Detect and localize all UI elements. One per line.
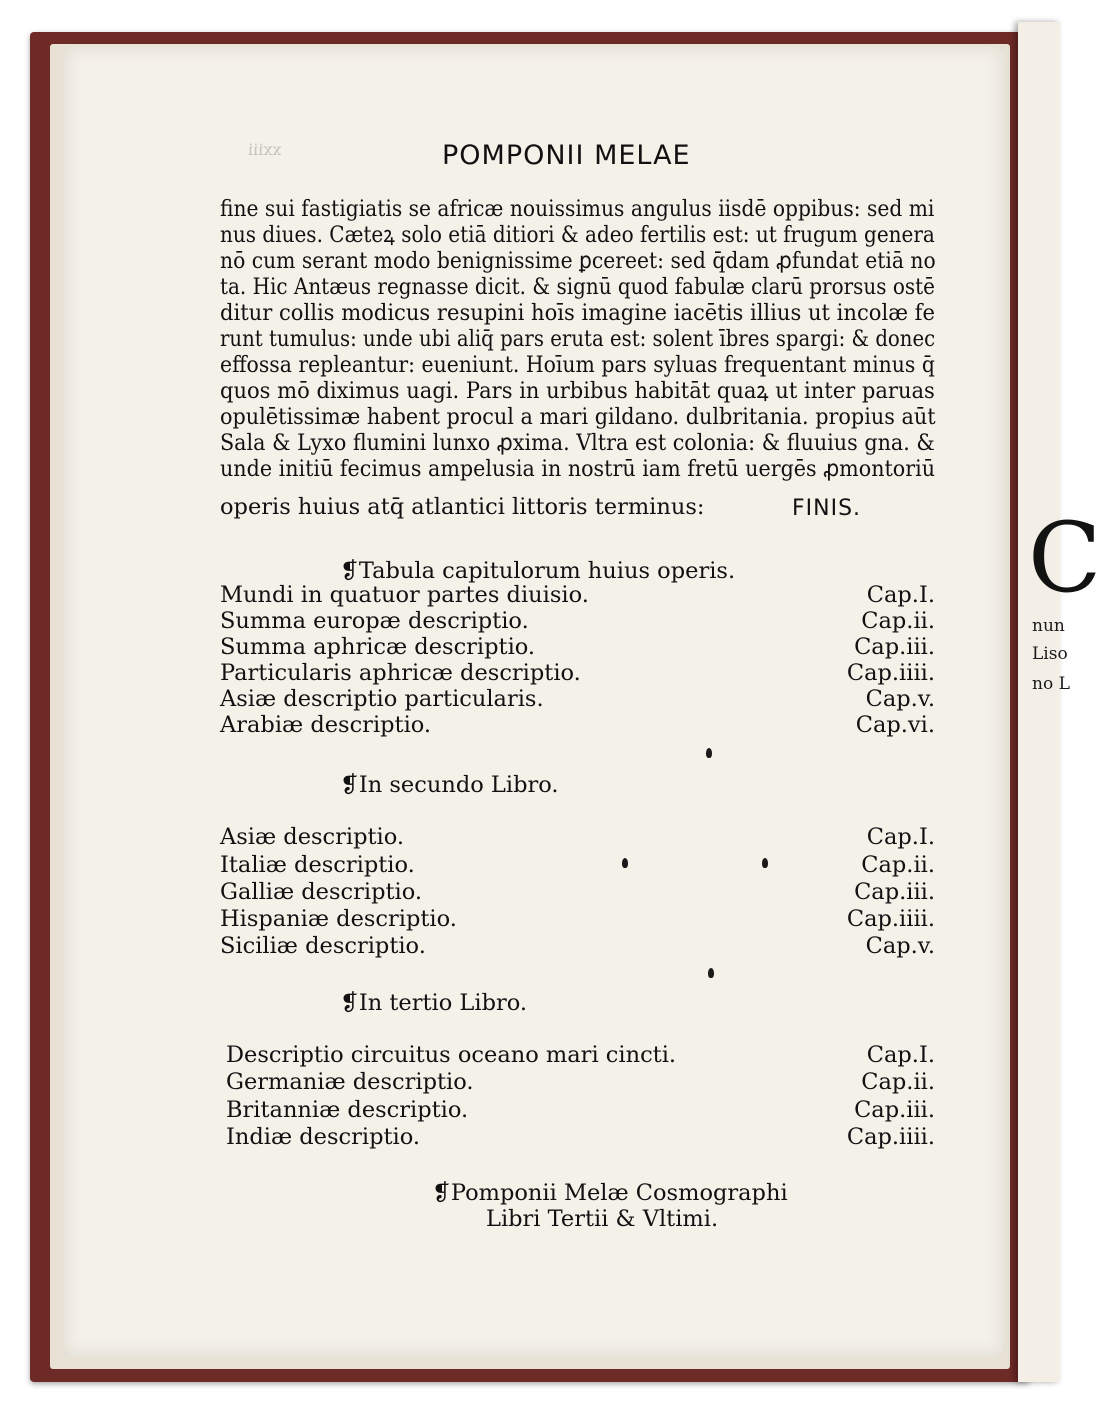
toc-chapter: Cap.iiii. [846, 1124, 935, 1150]
book-2-heading: ❡In secundo Libro. [340, 772, 559, 798]
toc-chapter: Cap.iiii. [846, 660, 935, 686]
toc-entry: Indiæ descriptio. [226, 1124, 421, 1150]
facing-page-initial: C [1028, 502, 1101, 614]
toc-entry: Descriptio circuitus oceano mari cincti. [226, 1042, 677, 1068]
toc-entry: Asiæ descriptio particularis. [220, 686, 544, 712]
toc-entry: Galliæ descriptio. [220, 879, 423, 905]
toc-chapter: Cap.ii. [861, 608, 935, 634]
toc-title: ❡Tabula capitulorum huius operis. [340, 558, 736, 584]
toc-entry: Summa aphricæ descriptio. [220, 634, 536, 660]
toc-entry: Arabiæ descriptio. [220, 712, 432, 738]
body-line: ta. Hic Antæus regnasse dicit. & signū quod fabulæ clarū prorsus ostē [220, 274, 935, 300]
ink-speck [708, 968, 714, 978]
body-line: effossa repleantur: eueniunt. Hoīum pars syluas frequentant minus q̄ [220, 352, 935, 378]
toc-chapter: Cap.I. [866, 824, 935, 850]
folio-number: xxiii [248, 140, 282, 159]
body-line: quos mō diximus uagi. Pars in urbibus habitāt quaꝝ ut inter paruas [220, 378, 935, 404]
colophon-line-1: ❡Pomponii Melæ Cosmographi [432, 1180, 788, 1206]
toc-entry: Germaniæ descriptio. [226, 1069, 474, 1095]
toc-entry: Italiæ descriptio. [220, 852, 415, 878]
toc-entry: Asiæ descriptio. [220, 824, 405, 850]
facing-page-fragment: no L [1032, 674, 1070, 694]
body-line: operis huius atq̄ atlantici littoris terminus: [220, 494, 705, 520]
book-3-heading: ❡In tertio Libro. [340, 990, 528, 1016]
ink-speck [762, 858, 768, 868]
facing-page [1018, 22, 1101, 1382]
facing-page-fragment: nun [1032, 616, 1065, 636]
body-line: Sala & Lyxo flumini lunxo ꝓxima. Vltra est colonia: & fluuius gna. & [220, 430, 935, 456]
toc-chapter: Cap.iii. [854, 1097, 935, 1123]
body-line: unde initiū fecimus ampelusia in nostrū iam fretū uergēs ꝓmontoriū [220, 456, 936, 482]
body-line: nus diues. Cæteꝝ solo etiā ditiori & adeo fertilis est: ut frugum genera [220, 222, 935, 248]
toc-chapter: Cap.ii. [861, 1069, 935, 1095]
body-line: nō cum serant modo benignissime ꝑcereet: sed q̄dam ꝓfundat etiā no [220, 248, 936, 274]
ink-speck [706, 748, 712, 758]
running-head: POMPONII MELAE [442, 140, 691, 171]
toc-entry: Summa europæ descriptio. [220, 608, 529, 634]
toc-chapter: Cap.v. [865, 933, 935, 959]
toc-chapter: Cap.iii. [854, 634, 935, 660]
toc-chapter: Cap.vi. [855, 712, 935, 738]
toc-chapter: Cap.iii. [854, 879, 935, 905]
toc-entry: Siciliæ descriptio. [220, 933, 426, 959]
toc-entry: Mundi in quatuor partes diuisio. [220, 582, 589, 608]
toc-chapter: Cap.ii. [861, 852, 935, 878]
body-line: fine sui fastigiatis se africæ nouissimus angulus iisdē oppibus: sed mi [220, 196, 935, 222]
toc-entry: Particularis aphricæ descriptio. [220, 660, 581, 686]
colophon-line-2: Libri Tertii & Vltimi. [486, 1206, 719, 1232]
toc-chapter: Cap.I. [866, 1042, 935, 1068]
body-line: ditur collis modicus resupini hoīs imagine iacētis illius ut incolæ fe [220, 300, 935, 326]
body-line: opulētissimæ habent procul a mari gildano. dulbritania. propius aūt [220, 404, 936, 430]
body-line: runt tumulus: unde ubi aliq̄ pars eruta est: solent ībres spargi: & donec [220, 326, 936, 352]
finis-mark: FINIS. [792, 496, 862, 521]
toc-chapter: Cap.iiii. [846, 906, 935, 932]
ink-speck [622, 858, 628, 868]
facing-page-fragment: Liso [1032, 644, 1068, 664]
toc-entry: Britanniæ descriptio. [226, 1097, 469, 1123]
toc-chapter: Cap.I. [866, 582, 935, 608]
toc-chapter: Cap.v. [865, 686, 935, 712]
toc-entry: Hispaniæ descriptio. [220, 906, 457, 932]
